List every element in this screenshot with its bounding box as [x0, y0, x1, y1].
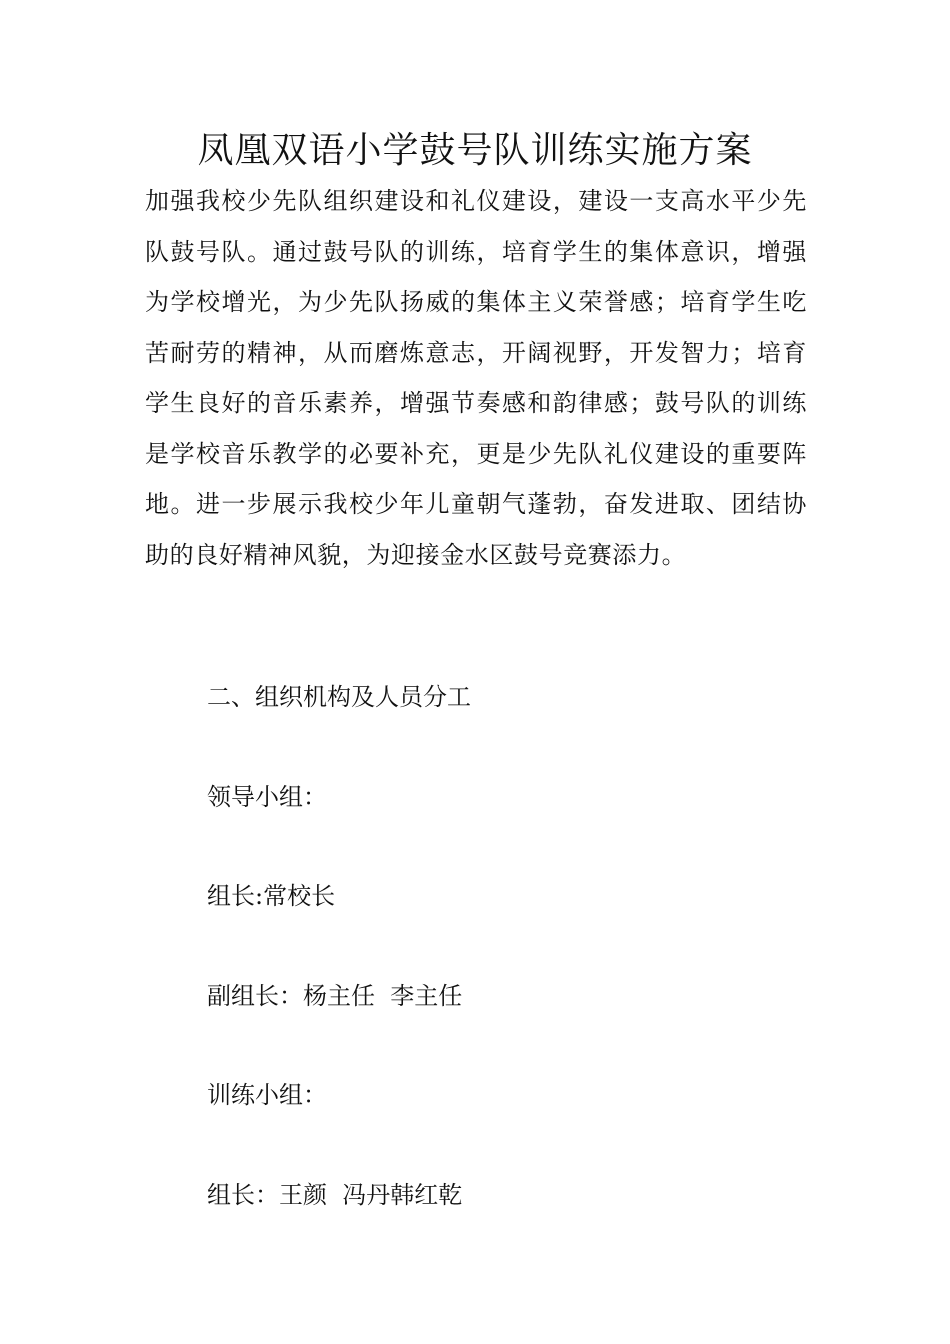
- document-title: 凤凰双语小学鼓号队训练实施方案: [197, 130, 753, 171]
- section-heading-organization: 二、组织机构及人员分工: [207, 683, 471, 711]
- leadership-group-label: 领导小组：: [207, 783, 327, 811]
- training-leader-line: 组长：王颜 冯丹韩红乾: [207, 1181, 463, 1209]
- intro-paragraph: 加强我校少先队组织建设和礼仪建设，建设一支高水平少先队鼓号队。通过鼓号队的训练，培育学生的集体意识，增强为学校增光，为少先队扬威的集体主义荣誉感；培育学生吃苦耐劳的精神，从而磨炼意志，开阔视野，开发智力；培育学生良好的音乐素养，增强节奏感和韵律感；鼓号队的训练是学校音乐教学的必要补充，更是少先队礼仪建设的重要阵地。进一步展示我校少年儿童朝气蓬勃，奋发进取、团结协助的良好精神风貌，为迎接金水区鼓号竞赛添力。: [145, 187, 807, 569]
- leader-line: 组长:常校长: [207, 882, 336, 910]
- training-group-label: 训练小组：: [207, 1081, 327, 1109]
- deputy-leader-line: 副组长：杨主任 李主任: [207, 982, 463, 1010]
